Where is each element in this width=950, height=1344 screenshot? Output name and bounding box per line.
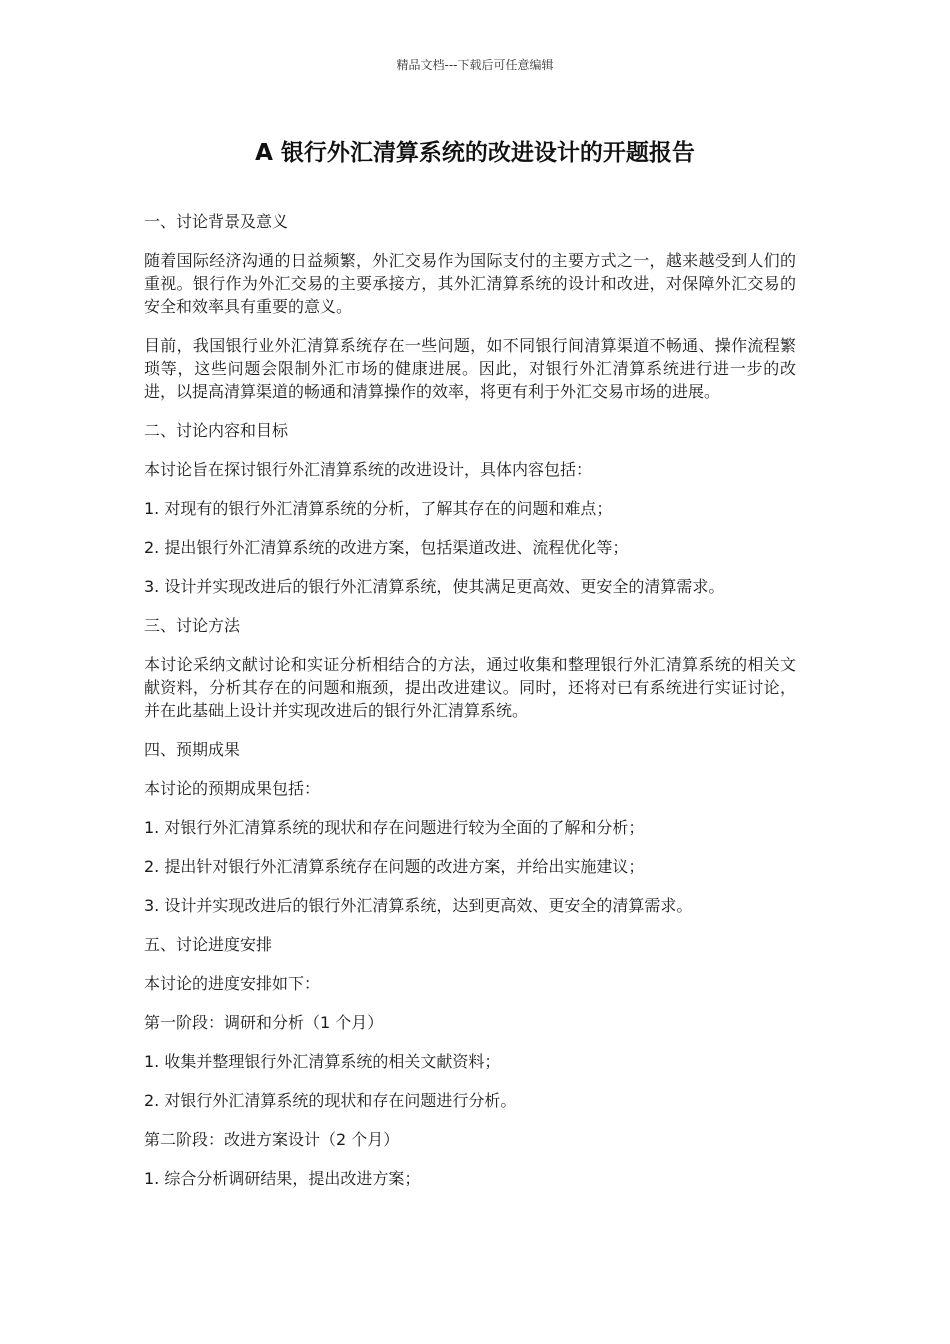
paragraph-method: 本讨论采纳文献讨论和实证分析相结合的方法，通过收集和整理银行外汇清算系统的相关文献资料，分析其存在的问题和瓶颈，提出改进建议。同时，还将对已有系统进行实证讨论，并在此基础上设计并实现改进后的银行外汇清算系统。 (144, 655, 796, 720)
list-item-results-1: 1. 对银行外汇清算系统的现状和存在问题进行较为全面的了解和分析； (144, 818, 645, 837)
section-heading-schedule: 五、讨论进度安排 (144, 935, 273, 954)
paragraph-schedule-intro: 本讨论的进度安排如下： (144, 974, 321, 993)
header-note: 精品文档---下载后可任意编辑 (396, 58, 554, 72)
section-heading-content: 二、讨论内容和目标 (144, 421, 289, 440)
section-heading-results: 四、预期成果 (144, 740, 241, 759)
paragraph-content-intro: 本讨论旨在探讨银行外汇清算系统的改进设计，具体内容包括： (144, 460, 593, 479)
list-item-content-2: 2. 提出银行外汇清算系统的改进方案，包括渠道改进、流程优化等； (144, 538, 629, 557)
list-item-stage2-1: 1. 综合分析调研结果，提出改进方案； (144, 1169, 421, 1188)
paragraph-background-1: 随着国际经济沟通的日益频繁，外汇交易作为国际支付的主要方式之一，越来越受到人们的重视。银行作为外汇交易的主要承接方，其外汇清算系统的设计和改进，对保障外汇交易的安全和效率具有重要的意义。 (144, 251, 796, 316)
list-item-results-3: 3. 设计并实现改进后的银行外汇清算系统，达到更高效、更安全的清算需求。 (144, 896, 693, 915)
list-item-results-2: 2. 提出针对银行外汇清算系统存在问题的改进方案，并给出实施建议； (144, 857, 645, 876)
list-item-stage1-1: 1. 收集并整理银行外汇清算系统的相关文献资料； (144, 1052, 501, 1071)
section-heading-method: 三、讨论方法 (144, 616, 241, 635)
list-item-content-1: 1. 对现有的银行外汇清算系统的分析，了解其存在的问题和难点； (144, 499, 613, 518)
document-body (144, 210, 796, 1206)
document-title: A 银行外汇清算系统的改进设计的开题报告 (255, 140, 695, 166)
paragraph-results-intro: 本讨论的预期成果包括： (144, 779, 321, 798)
list-item-content-3: 3. 设计并实现改进后的银行外汇清算系统，使其满足更高效、更安全的清算需求。 (144, 577, 725, 596)
paragraph-background-2: 目前，我国银行业外汇清算系统存在一些问题，如不同银行间清算渠道不畅通、操作流程繁琐等，这些问题会限制外汇市场的健康进展。因此，对银行外汇清算系统进行进一步的改进，以提高清算渠道的畅通和清算操作的效率，将更有利于外汇交易市场的进展。 (144, 336, 796, 401)
section-heading-background: 一、讨论背景及意义 (144, 212, 289, 231)
list-item-stage1-2: 2. 对银行外汇清算系统的现状和存在问题进行分析。 (144, 1091, 517, 1110)
stage-2-heading: 第二阶段：改进方案设计（2 个月） (144, 1130, 400, 1149)
stage-1-heading: 第一阶段：调研和分析（1 个月） (144, 1013, 384, 1032)
